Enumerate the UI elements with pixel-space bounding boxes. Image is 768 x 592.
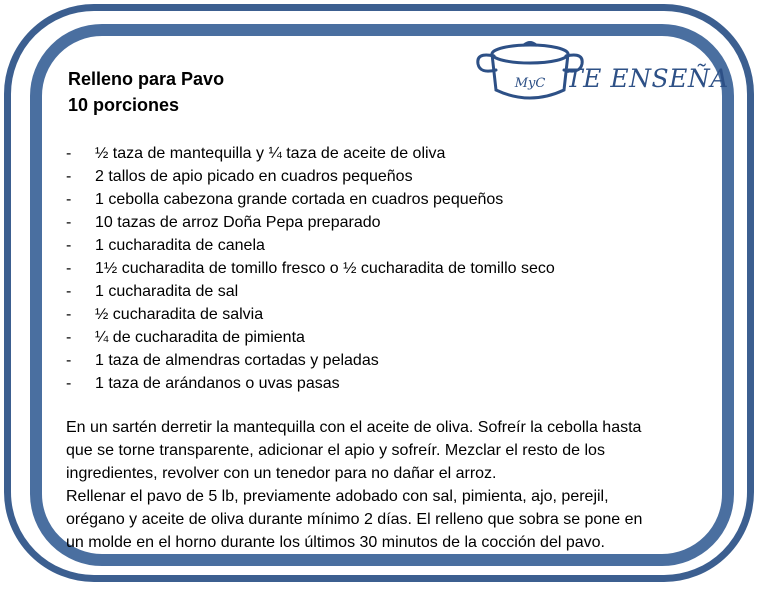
ingredients-list	[66, 142, 555, 395]
pot-initials: MyC	[514, 76, 546, 91]
recipe-title	[68, 66, 224, 118]
ingredient-item: - 1 cucharadita de canela	[66, 237, 265, 254]
instruction-line: un molde en el horno durante los últimos 30 minutos de la cocción del pavo.	[66, 534, 605, 551]
instructions	[66, 416, 706, 554]
instruction-line: orégano y aceite de oliva durante mínimo 2 días. El relleno que sobra se pone en	[66, 511, 643, 528]
ingredient-item: - 10 tazas de arroz Doña Pepa preparado	[66, 214, 381, 231]
ingredient-item: - 1 cebolla cabezona grande cortada en cuadros pequeños	[66, 191, 504, 208]
servings: 10 porciones	[68, 95, 180, 115]
ingredient-item: - 1 cucharadita de sal	[66, 283, 239, 300]
ingredient-item: - 1½ cucharadita de tomillo fresco o ½ cucharadita de tomillo seco	[66, 260, 555, 277]
instruction-line: que se torne transparente, adicionar el apio y sofreír. Mezclar el resto de los	[66, 442, 605, 459]
ingredient-item: - 1 taza de arándanos o uvas pasas	[66, 375, 340, 392]
instruction-line: En un sartén derretir la mantequilla con el aceite de oliva. Sofreír la cebolla hasta	[66, 419, 642, 436]
ingredient-item: - 1 taza de almendras cortadas y peladas	[66, 352, 379, 369]
ingredient-item: - ½ cucharadita de salvia	[66, 306, 264, 323]
ingredient-item: - ¼ de cucharadita de pimienta	[66, 329, 305, 346]
ingredient-item: - ½ taza de mantequilla y ¼ taza de aceite de oliva	[66, 145, 446, 162]
logo-text: TE ENSEÑA	[566, 64, 729, 93]
instruction-line: Rellenar el pavo de 5 lb, previamente adobado con sal, pimienta, ajo, perejil,	[66, 488, 609, 505]
ingredient-item: - 2 tallos de apio picado en cuadros pequeños	[66, 168, 413, 185]
instruction-line: ingredientes, revolver con un tenedor para no dañar el arroz.	[66, 465, 497, 482]
recipe-name: Relleno para Pavo	[68, 69, 225, 89]
